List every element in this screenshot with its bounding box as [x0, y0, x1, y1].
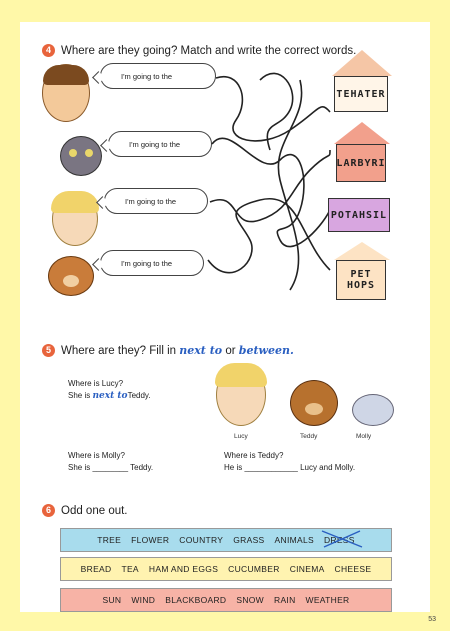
row-word: WIND	[131, 595, 156, 605]
section-4-heading	[42, 44, 356, 57]
section-instruction: Where are they going? Match and write the correct words.	[61, 44, 357, 57]
row-word: GRASS	[233, 535, 265, 545]
page-number: 53	[428, 616, 436, 623]
cross-out-mark	[320, 529, 364, 549]
bubble-text: I'm going to the	[129, 139, 181, 149]
row-word: BREAD	[80, 564, 112, 574]
row-word: RAIN	[274, 595, 296, 605]
a2-text: She is ________ Teddy.	[68, 463, 154, 472]
speech-bubble-1	[100, 63, 216, 89]
row-word: CINEMA	[289, 564, 325, 574]
bubble-text: I'm going to the	[121, 258, 173, 268]
row-word: BLACKBOARD	[165, 595, 227, 605]
section-instruction: Where are they? Fill in	[61, 344, 177, 357]
section-6-heading	[42, 504, 128, 517]
dog-picture	[48, 256, 94, 296]
a1-prefix: She is	[68, 391, 91, 400]
name-teddy: Teddy	[300, 433, 318, 440]
row-word: SUN	[102, 595, 122, 605]
row-word: COUNTRY	[179, 535, 224, 545]
maze-lines	[200, 60, 340, 310]
cat-picture	[60, 136, 102, 176]
row-word: HAM AND EGGS	[148, 564, 219, 574]
word-option-1: next to	[179, 344, 223, 357]
q2-text: Where is Molly?	[68, 451, 125, 460]
place-pet-shop: PET HOPS	[336, 260, 386, 300]
section-instruction: Odd one out.	[61, 504, 128, 517]
row-word: ANIMALS	[274, 535, 314, 545]
row-word: CHEESE	[334, 564, 372, 574]
section-number: 5	[42, 344, 55, 357]
name-molly: Molly	[356, 433, 372, 440]
odd-one-out-row-2	[60, 557, 392, 581]
a3-text: He is ____________ Lucy and Molly.	[224, 463, 356, 472]
row-word: CUCUMBER	[228, 564, 280, 574]
section-number: 6	[42, 504, 55, 517]
girl-picture	[52, 192, 98, 246]
boy-picture	[42, 64, 90, 122]
bubble-text: I'm going to the	[125, 196, 177, 206]
row-word: SNOW	[236, 595, 264, 605]
place-theater: TEHATER	[334, 76, 388, 112]
speech-bubble-3	[104, 188, 208, 214]
place-library: LARBYRI	[336, 144, 386, 182]
molly-picture	[352, 394, 394, 426]
row-word: FLOWER	[131, 535, 170, 545]
section-5-heading	[42, 344, 294, 357]
speech-bubble-2	[108, 131, 212, 157]
a1-line	[68, 390, 151, 402]
bubble-text: I'm going to the	[121, 71, 173, 81]
teddy-picture	[290, 380, 338, 426]
word-or: or	[225, 344, 236, 357]
row-word: TREE	[97, 535, 122, 545]
row-word-crossed	[324, 535, 355, 545]
place-hospital: POTAHSIL	[328, 198, 390, 232]
row-word: WEATHER	[305, 595, 350, 605]
a1-suffix: Teddy.	[127, 391, 151, 400]
q3-text: Where is Teddy?	[224, 451, 284, 460]
section-number: 4	[42, 44, 55, 57]
word-option-2: between.	[238, 344, 294, 357]
crossed-word: DRESS	[323, 535, 355, 545]
row-word: TEA	[121, 564, 139, 574]
a1-answer: next to	[92, 391, 128, 401]
odd-one-out-row-3	[60, 588, 392, 612]
theater-roof	[332, 50, 392, 76]
q1-text: Where is Lucy?	[68, 379, 124, 388]
speech-bubble-4	[100, 250, 204, 276]
name-lucy: Lucy	[234, 433, 248, 440]
odd-one-out-row-1	[60, 528, 392, 552]
lucy-picture	[216, 364, 266, 426]
library-roof	[334, 122, 390, 144]
pet-shop-roof	[334, 242, 390, 260]
